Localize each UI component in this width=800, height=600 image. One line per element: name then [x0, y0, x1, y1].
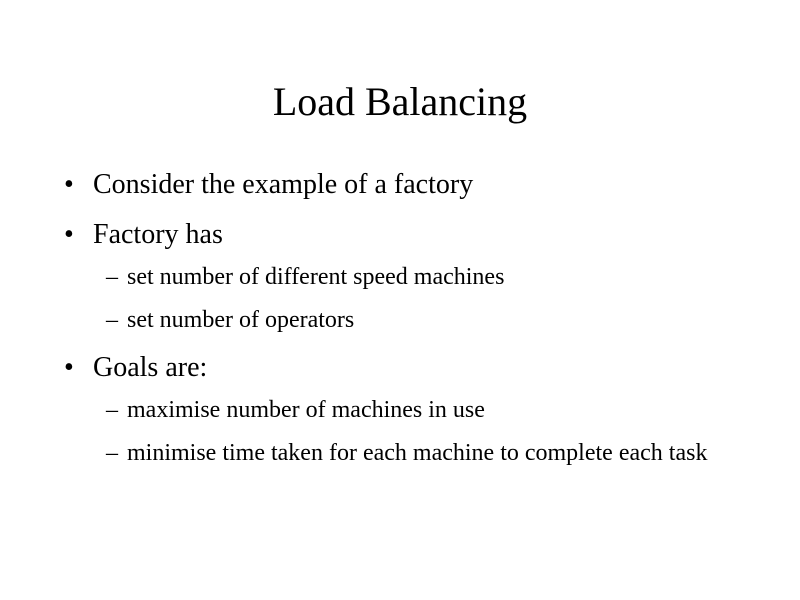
bullet-text: Factory has — [93, 219, 223, 250]
bullet-text: Goals are: — [93, 352, 208, 383]
sub-bullet-text: set number of operators — [127, 307, 355, 333]
bullet-item — [64, 168, 744, 202]
sub-bullet-list — [93, 262, 744, 335]
sub-bullet-item — [93, 305, 767, 335]
sub-bullet-marker: – — [106, 440, 118, 466]
sub-bullet-text: minimise time taken for each machine to complete each task — [127, 440, 708, 466]
sub-bullet-item — [93, 438, 767, 468]
bullet-item — [64, 218, 744, 335]
sub-bullet-text: maximise number of machines in use — [127, 397, 485, 423]
bullet-marker: • — [64, 352, 74, 383]
sub-bullet-item — [93, 262, 767, 292]
bullet-item — [64, 351, 744, 468]
sub-bullet-text: set number of different speed machines — [127, 264, 505, 290]
bullet-marker: • — [64, 169, 74, 200]
sub-bullet-marker: – — [106, 307, 118, 333]
bullet-list — [64, 168, 744, 484]
bullet-text: Consider the example of a factory — [93, 169, 474, 200]
sub-bullet-list — [93, 395, 744, 468]
sub-bullet-item — [93, 395, 767, 425]
sub-bullet-marker: – — [106, 397, 118, 423]
slide-title: Load Balancing — [272, 79, 528, 124]
sub-bullet-marker: – — [106, 264, 118, 290]
bullet-marker: • — [64, 219, 74, 250]
